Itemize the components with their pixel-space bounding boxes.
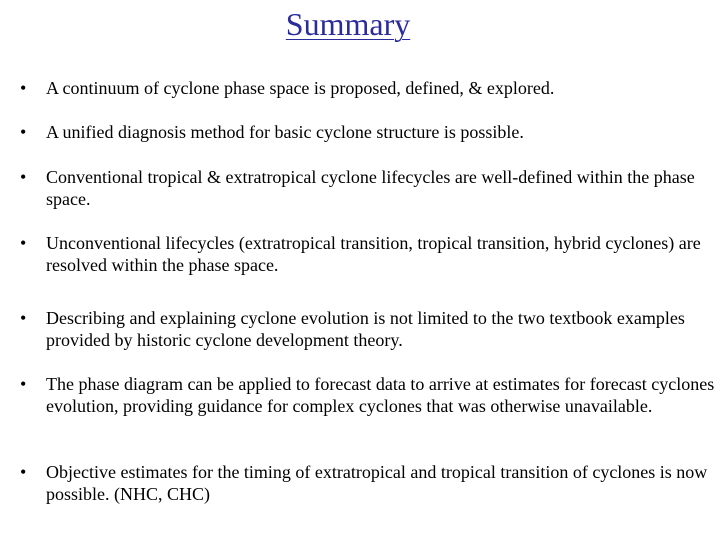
bullet-text: Unconventional lifecycles (extratropical transition, tropical transition, hybrid cyclones) are resolved within the phase space.: [46, 233, 701, 275]
bullet-icon: •: [20, 462, 27, 482]
bullet-item: [20, 121, 715, 143]
bullet-item: [20, 232, 715, 276]
bullet-icon: •: [20, 167, 27, 187]
bullet-text: Describing and explaining cyclone evolution is not limited to the two textbook examples provided by historic cyclone development theory.: [46, 308, 685, 350]
bullet-item: [20, 77, 715, 99]
bullet-item: [20, 307, 715, 351]
bullet-icon: •: [20, 308, 27, 328]
bullet-item: [20, 166, 715, 210]
bullet-icon: •: [20, 78, 27, 98]
bullet-text: Objective estimates for the timing of extratropical and tropical transition of cyclones is now possible. (NHC, CHC): [46, 462, 708, 504]
bullet-item: [20, 461, 715, 505]
bullet-icon: •: [20, 122, 27, 142]
bullet-text: Conventional tropical & extratropical cyclone lifecycles are well-defined within the phase space.: [46, 167, 695, 209]
bullet-text: The phase diagram can be applied to forecast data to arrive at estimates for forecast cyclones evolution, providing guidance for complex cyclones that was otherwise unavailable.: [46, 374, 715, 416]
bullet-text: A unified diagnosis method for basic cyclone structure is possible.: [46, 122, 524, 142]
bullet-item: [20, 373, 715, 417]
bullet-icon: •: [20, 374, 27, 394]
slide-title: Summary: [285, 6, 411, 42]
bullet-text: A continuum of cyclone phase space is proposed, defined, & explored.: [46, 78, 555, 98]
bullet-icon: •: [20, 233, 27, 253]
